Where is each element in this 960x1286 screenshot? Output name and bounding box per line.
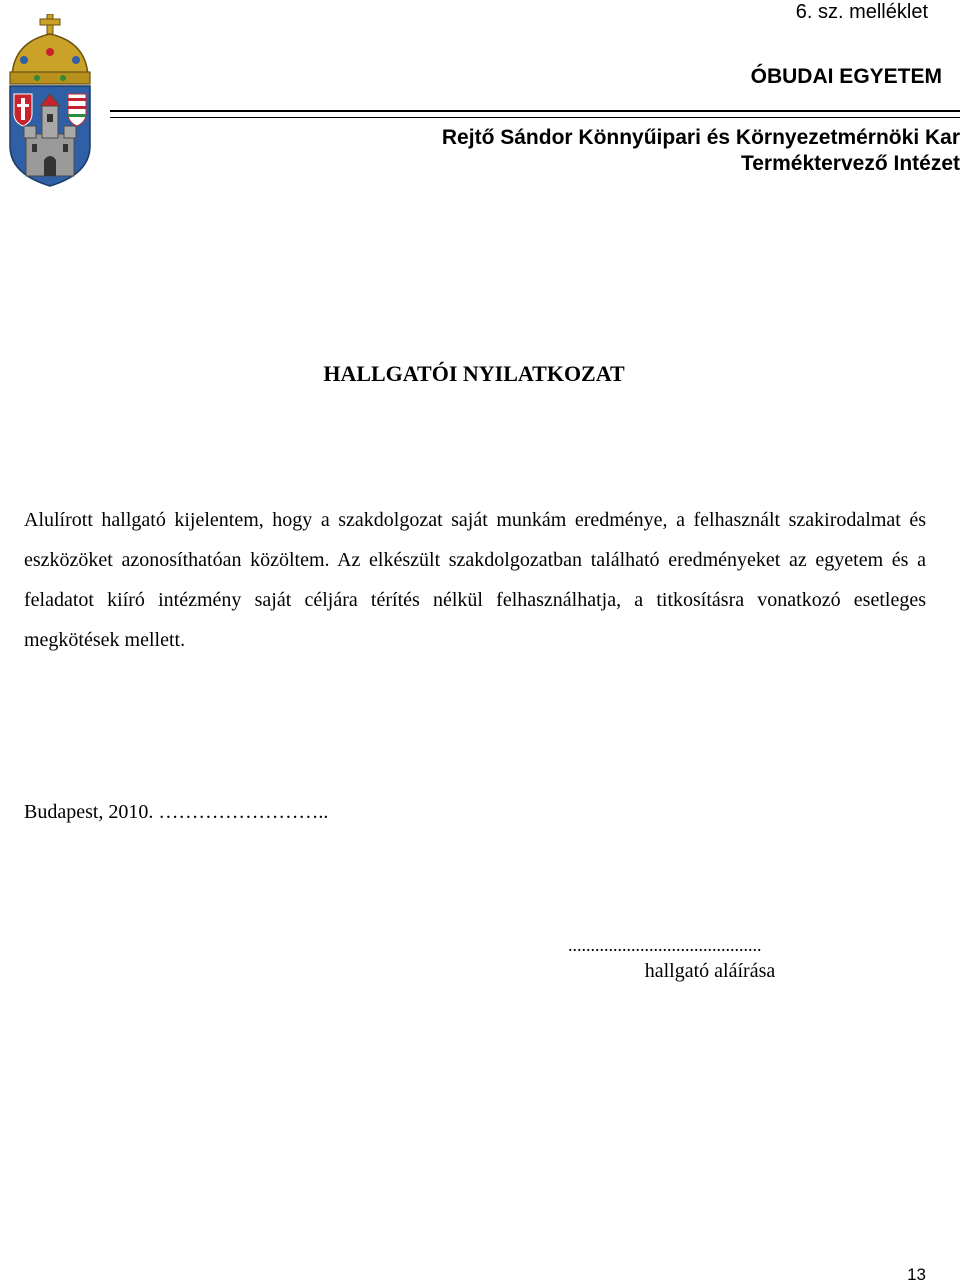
faculty-name: Rejtő Sándor Könnyűipari és Környezetmérnöki Kar: [441, 126, 960, 149]
signature-label: hallgató aláírása: [644, 960, 776, 982]
place-date: Budapest, 2010. ……………………..: [24, 801, 329, 823]
signature-line: ...........................................: [568, 935, 762, 955]
page-number: 13: [907, 1265, 926, 1284]
header-divider: [110, 110, 960, 118]
document-title: HALLGATÓI NYILATKOZAT: [323, 361, 625, 386]
institute-name: Terméktervező Intézet: [740, 152, 960, 175]
university-name: ÓBUDAI EGYETEM: [750, 65, 942, 88]
university-crest-icon: [4, 14, 96, 188]
annex-label: 6. sz. melléklet: [795, 1, 928, 23]
declaration-text: Alulírott hallgató kijelentem, hogy a szakdolgozat saját munkám eredménye, a felhasznált szakirodalmat és eszközöket azonosíthatóan közöltem. Az elkészült szakdolgozatban található eredményeket az egyetem és a feladatot kiíró intézmény saját céljára térítés nélkül felhasználhatja, a titkosításra vonatkozó esetleges megkötések mellett.: [24, 509, 926, 651]
